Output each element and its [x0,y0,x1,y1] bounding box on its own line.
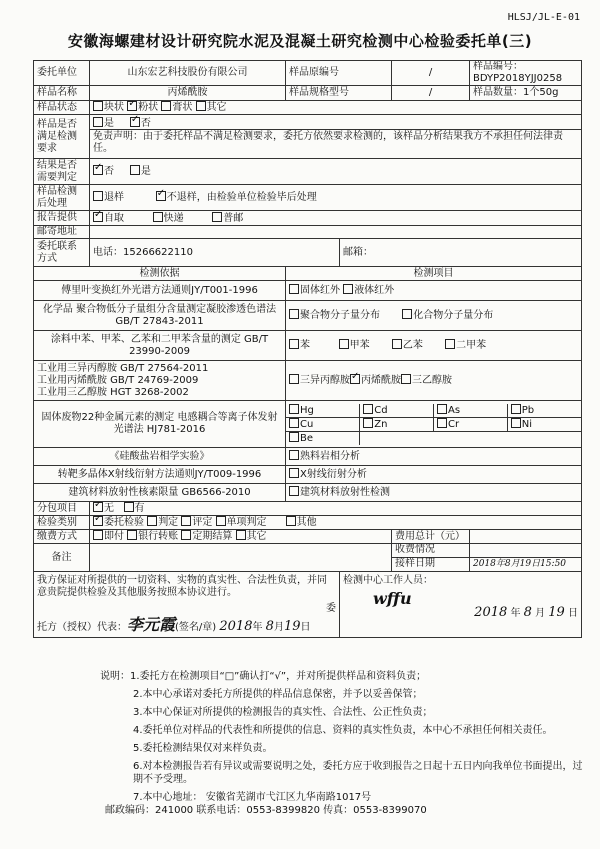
staff-signature: wffu [373,589,412,608]
test-basis: 涂料中苯、甲苯、乙苯和二甲苯含量的测定 GB/T 23990-2009 [34,331,286,361]
checkbox[interactable] [289,284,299,294]
recv-label: 接样日期 [395,558,435,569]
checkbox[interactable] [236,530,246,540]
checkbox[interactable] [392,339,402,349]
checkbox-checked[interactable] [350,374,360,384]
test-item: 丙烯酰胺 [361,375,401,386]
checkbox-checked[interactable] [93,516,103,526]
metal: Cr [448,418,460,430]
metal: As [448,404,461,416]
checkbox[interactable] [196,101,206,111]
test-item: 化合物分子量分布 [413,310,494,321]
test-basis: 傅里叶变换红外光谱方法通则JY/T001-1996 [34,281,286,301]
checkbox[interactable] [343,284,353,294]
checkbox-checked[interactable] [93,212,103,222]
checkbox[interactable] [212,212,222,222]
test-item: X射线衍射分析 [300,469,367,480]
checkbox[interactable] [216,516,226,526]
staff-cell [340,572,582,638]
test-item: 熟料岩相分析 [300,451,360,462]
recv-value: 2018年8月19日15:50 [473,559,567,569]
test-items [286,331,582,361]
orig-no-label: 样品原编号 [286,61,392,86]
test-item: 甲苯 [349,340,370,351]
report-opt: 普邮 [223,212,244,224]
test-basis: 转靶多晶体X射线衍射方法通则JY/T009-1996 [34,466,286,484]
cat-opt: 判定 [158,517,179,528]
test-item: 乙苯 [402,340,423,351]
checkbox[interactable] [127,530,137,540]
staff-month: 8 [523,605,532,620]
contact-label: 委托联系方式 [34,239,90,267]
test-item: 固体红外 [300,285,340,296]
doc-code: HLSJ/JL-E-01 [507,12,580,23]
note-line: 7.本中心地址： 安徽省芜湖市弋江区九华南路1017号 [133,792,372,803]
name-label: 样品名称 [34,86,90,101]
test-item: 二甲苯 [456,340,487,351]
staff-date: 2018 年 8 月 19 日 [474,605,578,620]
checkbox[interactable] [363,418,373,428]
confidential-options [90,159,582,185]
agent-line: 托方（授权）代表：李元霞(签名/章) 2018年 8月19日 [37,615,311,634]
note-line: 3.本中心保证对所提供的检测报告的真实性、合法性、公正性负责； [133,707,433,718]
note-line: 说明：1.委托方在检测项目“□”确认打“√”，并对所提供样品和资料负责； [100,671,427,682]
checkbox[interactable] [130,165,140,175]
checkbox[interactable] [437,404,447,414]
mail-label: 邮寄地址 [34,226,90,239]
req-yes: 是 [104,118,114,129]
cat-opt: 单项判定 [226,517,267,528]
date-month: 8 [265,619,274,634]
checkbox[interactable] [437,418,447,428]
phone: 电话：15266622110 [90,239,340,267]
checkbox-checked[interactable] [93,502,103,512]
client-value: 山东宏艺科技股份有限公司 [90,61,286,86]
disclaimer: 免责声明：由于委托样品不满足检测要求，委托方依然要求检测的，该样品分析结果我方不承担任何法律责任。 [93,131,563,154]
form-title: 安徽海螺建材设计研究院水泥及混凝土研究检测中心检验委托单(三) [67,32,533,50]
report-options [90,211,582,226]
checkbox[interactable] [93,191,103,201]
checkbox[interactable] [181,530,191,540]
state-opt: 粉状 [138,102,159,113]
email: 邮箱： [340,239,582,267]
note-line: 5.委托检测结果仅对来样负责。 [133,743,273,754]
test-basis: 化学品 聚合物低分子量组分含量测定凝胶渗透色谱法GB/T 27843-2011 [34,301,286,331]
date-year: 2018 [219,619,253,634]
qty-value: 1个50g [523,87,559,98]
req-no: 否 [140,118,151,129]
date-day: 19 [283,619,301,634]
metal: Be [300,432,314,444]
metal: Zn [374,418,388,430]
subpack-label: 分包项目 [34,502,90,516]
checkbox[interactable] [289,374,299,384]
test-items [286,448,582,466]
checkbox[interactable] [161,101,171,111]
category-options [90,516,582,530]
checkbox-checked[interactable] [127,101,137,111]
subpack-options [90,502,582,516]
metal-table [286,404,581,445]
fee-value [470,530,582,544]
confidential-label: 结果是否需要判定 [34,159,90,185]
order-table [33,60,582,638]
remark-label: 备注 [34,544,90,572]
note-line: 6.对本检测报告若有异议或需要说明之处，委托方应于收到报告之日起十五日内向我单位书面提出，过期不予受理。 [133,761,583,785]
payment-label: 缴费方式 [34,530,90,544]
state-opt: 其它 [206,102,227,113]
checkbox[interactable] [147,516,157,526]
test-items [286,361,582,401]
checkbox[interactable] [445,339,455,349]
cat-opt: 委托检验 [104,517,144,528]
checkbox-checked[interactable] [130,117,140,127]
state-opt: 块状 [104,102,124,113]
state-options [90,101,582,115]
note-line: 2.本中心承诺对委托方所提供的样品信息保密，并予以妥善保管； [133,689,423,700]
agent-label: 托方（授权）代表： [37,622,127,633]
test-basis: 工业用三异丙醇胺 GB/T 27564-2011 工业用丙烯酰胺 GB/T 24769-2009 工业用三乙醇胺 HGT 3268-2002 [34,361,286,401]
req-cell [90,115,582,159]
checkbox[interactable] [93,101,103,111]
staff-year: 2018 [474,605,508,620]
subpack-no: 无 [104,503,114,514]
metal: Pb [521,404,535,416]
test-items [286,466,582,484]
report-opt: 自取 [104,212,124,224]
receipt-labels [392,544,470,572]
after-opt: 不退样，由检验单位检验毕后处理 [166,192,317,203]
after-options [90,185,582,211]
checkbox[interactable] [511,418,521,428]
pay-opt: 银行转账 [138,531,179,542]
metal-grid [286,401,582,448]
metal: Ni [521,418,533,430]
agent-signature: 李元霞 [127,615,176,634]
declaration-cell [34,572,340,638]
checkbox[interactable] [289,404,299,414]
req-label: 样品是否满足检测要求 [34,115,90,159]
checkbox[interactable] [363,404,373,414]
receipt-value [470,544,581,558]
trust-char: 委 [326,603,336,614]
metal: Hg [300,404,314,416]
category-label: 检验类别 [34,516,90,530]
checkbox[interactable] [289,432,299,442]
checkbox[interactable] [511,404,521,414]
test-item: 苯 [300,340,310,351]
metal: Cu [300,418,314,430]
pay-opt: 定期结算 [192,531,233,542]
state-label: 样品状态 [34,101,90,115]
payment-options [90,530,392,544]
receipt-values [470,544,582,572]
cat-opt: 评定 [192,517,213,528]
checkbox[interactable] [289,450,299,460]
test-items [286,484,582,502]
test-item: 聚合物分子量分布 [300,310,380,321]
test-items [286,281,582,301]
checkbox-checked[interactable] [93,165,103,175]
staff-label: 检测中心工作人员： [343,575,433,586]
test-item: 三异丙醇胺 [300,375,350,386]
cat-opt: 其他 [296,517,317,528]
checkbox-checked[interactable] [156,191,166,201]
conf-no: 否 [104,166,114,177]
mail-value [90,226,582,239]
checkbox[interactable] [289,339,299,349]
after-opt: 退样 [104,192,124,203]
subpack-yes: 有 [134,503,145,514]
test-basis: 固体废物22种金属元素的测定 电感耦合等离子体发射光谱法 HJ781-2016 [34,401,286,448]
remark-value [90,544,392,572]
report-label: 报告提供 [34,211,90,226]
orig-no-value: / [392,61,470,86]
client-label: 委托单位 [34,61,90,86]
checkbox[interactable] [289,418,299,428]
test-basis: 《硅酸盐岩相学实验》 [34,448,286,466]
name-value: 丙烯酰胺 [90,86,286,101]
test-item: 建筑材料放射性检测 [300,487,390,498]
qty-cell [470,86,582,101]
note-line: 邮政编码：241000 联系电话：0553-8399820 传真：0553-8399070 [105,805,427,816]
checkbox[interactable] [339,339,349,349]
pay-opt: 其它 [246,531,267,542]
staff-day: 19 [548,605,565,620]
after-label: 样品检测后处理 [34,185,90,211]
checkbox[interactable] [286,516,296,526]
checkbox[interactable] [93,530,103,540]
sample-no: 样品编号：BDYP2018YJJ0258 [470,61,582,86]
agent-suffix: (签名/章) [175,622,217,633]
items-header: 检测项目 [286,267,582,281]
state-opt: 膏状 [172,102,193,113]
checkbox[interactable] [289,486,299,496]
test-items [286,301,582,331]
checkbox[interactable] [93,117,103,127]
note-line: 4.委托单位对样品的代表性和所提供的信息、资料的真实性负责，本中心不承担任何相关责任。 [133,725,553,736]
receipt-label: 收费情况 [392,544,469,558]
basis-header: 检测依据 [34,267,286,281]
test-item: 液体红外 [354,285,395,296]
checkbox[interactable] [402,309,412,319]
checkbox[interactable] [289,468,299,478]
checkbox[interactable] [181,516,191,526]
spec-label: 样品规格型号 [286,86,392,101]
pay-opt: 即付 [104,531,124,542]
test-basis: 建筑材料放射性核素限量 GB6566-2010 [34,484,286,502]
test-item: 三乙醇胺 [412,375,452,386]
report-opt: 快递 [163,212,184,224]
checkbox[interactable] [401,374,411,384]
fee-label: 费用总计（元） [392,530,470,544]
notes [100,670,585,817]
checkbox[interactable] [153,212,163,222]
metal: Cd [374,404,388,416]
conf-yes: 是 [140,166,151,177]
spec-value: / [392,86,470,101]
declaration: 我方保证对所提供的一切资料、实物的真实性、合法性负责，并同意贵院提供检验及其他服务按照本协议进行。 [37,575,327,598]
checkbox[interactable] [289,309,299,319]
checkbox[interactable] [124,502,134,512]
qty-label: 样品数量： [473,87,523,98]
